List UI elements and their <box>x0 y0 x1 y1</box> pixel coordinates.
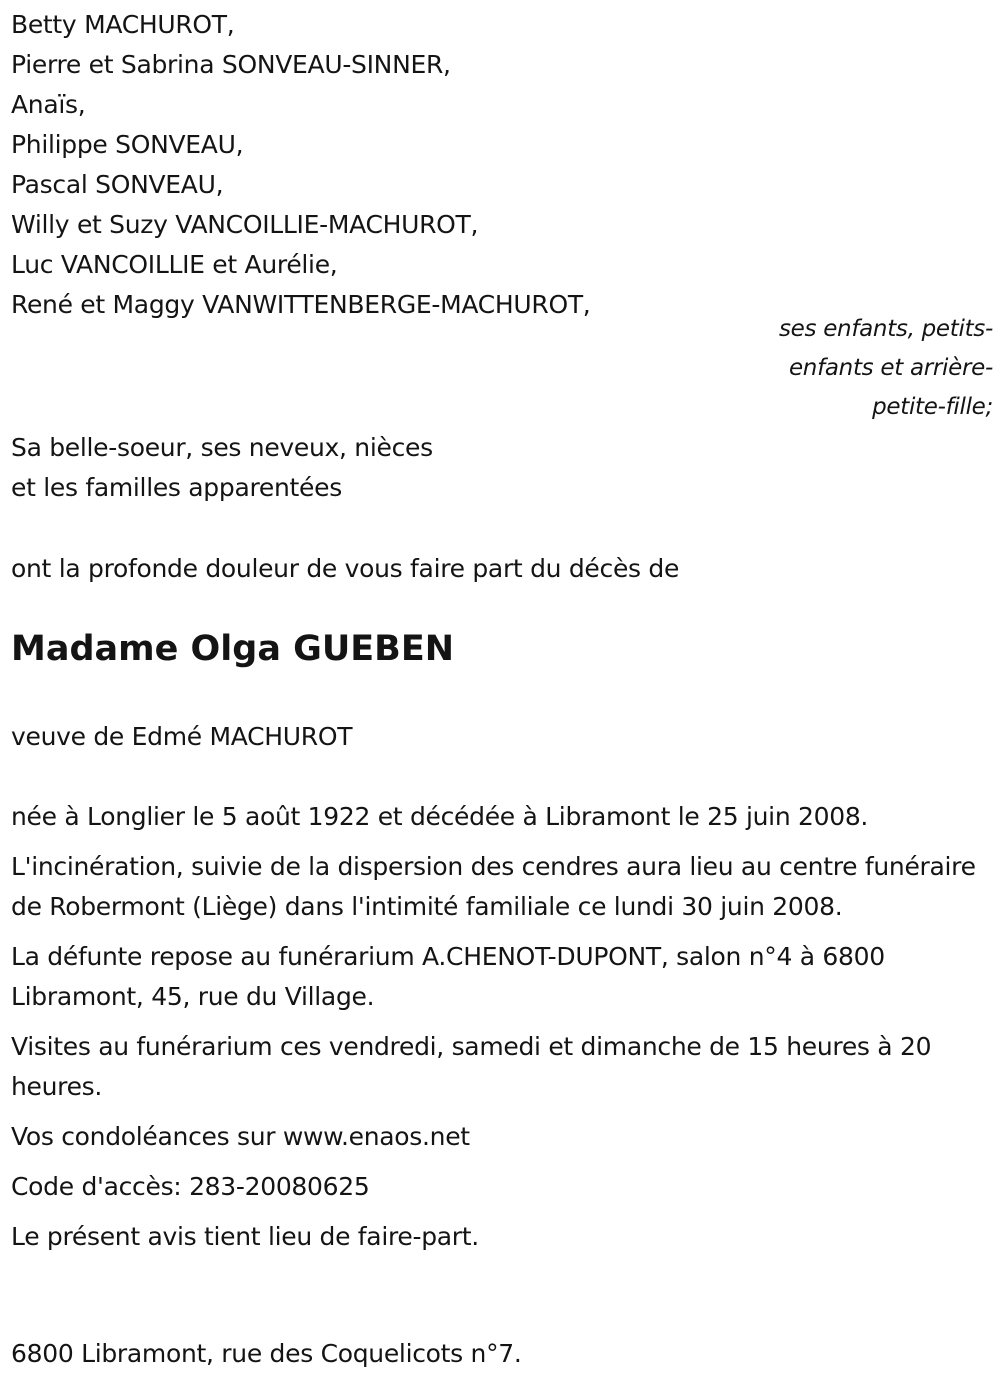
other-relatives <box>11 428 433 508</box>
relation-line: ses enfants, petits- <box>778 316 993 342</box>
family-member: Betty MACHUROT, <box>11 10 235 39</box>
family-member: René et Maggy VANWITTENBERGE-MACHUROT, <box>11 290 591 319</box>
relatives-line: Sa belle-soeur, ses neveux, nièces <box>11 433 433 462</box>
cremation-info: L'incinération, suivie de la dispersion des cendres aura lieu au centre funéraire de Robermont (Liège) dans l'intimité familiale ce lundi 30 juin 2008. <box>11 852 976 921</box>
obituary-notice <box>11 0 993 1368</box>
family-relation-note <box>751 310 993 427</box>
notice-statement: Le présent avis tient lieu de faire-part. <box>11 1222 479 1251</box>
family-member: Pascal SONVEAU, <box>11 170 224 199</box>
family-member: Luc VANCOILLIE et Aurélie, <box>11 250 338 279</box>
relation-line: petite-fille; <box>872 394 993 420</box>
family-list <box>11 5 991 325</box>
details-section <box>11 797 981 1267</box>
visiting-hours: Visites au funérarium ces vendredi, samedi et dimanche de 15 heures à 20 heures. <box>11 1032 932 1101</box>
family-member: Willy et Suzy VANCOILLIE-MACHUROT, <box>11 210 479 239</box>
widow-of: veuve de Edmé MACHUROT <box>11 722 353 751</box>
condolences-link: Vos condoléances sur www.enaos.net <box>11 1122 470 1151</box>
deceased-name: Madame Olga GUEBEN <box>11 629 455 669</box>
access-code: Code d'accès: 283-20080625 <box>11 1172 370 1201</box>
family-member: Philippe SONVEAU, <box>11 130 244 159</box>
funeral-home-info: La défunte repose au funérarium A.CHENOT-DUPONT, salon n°4 à 6800 Libramont, 45, rue du Village. <box>11 942 885 1011</box>
birth-death-dates: née à Longlier le 5 août 1922 et décédée à Libramont le 25 juin 2008. <box>11 802 869 831</box>
family-member: Anaïs, <box>11 90 86 119</box>
relation-line: enfants et arrière- <box>788 355 993 381</box>
relatives-line: et les familles apparentées <box>11 473 342 502</box>
announcement-text: ont la profonde douleur de vous faire part du décès de <box>11 554 680 583</box>
family-member: Pierre et Sabrina SONVEAU-SINNER, <box>11 50 451 79</box>
family-address: 6800 Libramont, rue des Coquelicots n°7. <box>11 1339 522 1368</box>
